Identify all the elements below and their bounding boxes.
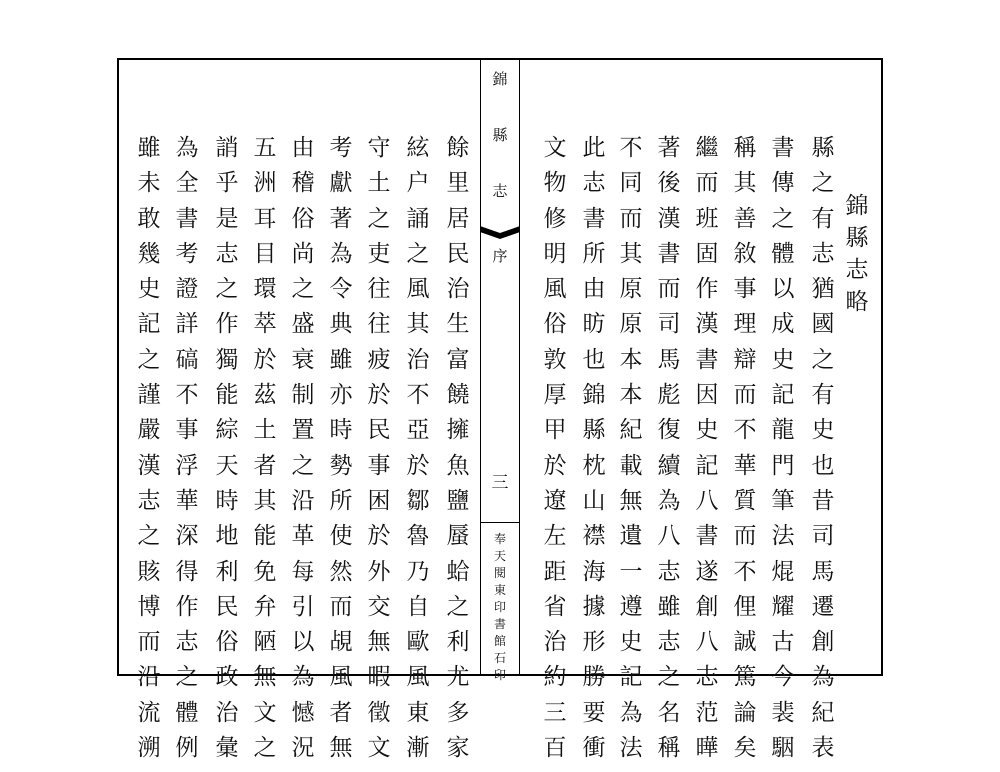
section-title: 錦 縣 志 略: [845, 193, 869, 315]
text-column: 絃 户 誦 之 風 其 治 不 亞 於 鄒 魯 乃 自 歐 風 東 漸: [406, 135, 430, 762]
section-label-wrap: [480, 245, 520, 266]
text-column: 守 土 之 吏 往 往 疲 於 民 事 困 於 外 交 無 暇 徵 文: [367, 135, 391, 762]
text-column: 繼 而 班 固 作 漢 書 因 史 記 八 書 遂 創 八 志 范 曄: [695, 135, 719, 762]
page-number: 三: [491, 473, 509, 493]
page-number-wrap: [480, 468, 520, 493]
text-column: 考 獻 著 為 令 典 雖 亦 時 勢 所 使 然 而 覘 風 者 無: [329, 135, 353, 762]
text-column: 雖 未 敢 幾 史 記 之 謹 嚴 漢 志 之 賅 博 而 沿 流 溯: [137, 135, 161, 762]
text-column: 著 後 漢 書 而 司 馬 彪 復 續 為 八 志 雖 志 之 名 稱: [657, 135, 681, 762]
printer-divider: [480, 522, 520, 523]
text-column: 五 洲 耳 目 環 萃 於 茲 土 者 其 能 免 弁 陋 無 文 之: [253, 135, 277, 762]
text-column: 為 全 書 考 證 詳 碻 不 事 浮 華 深 得 作 志 之 體 例: [175, 135, 199, 762]
section-label: 序: [492, 247, 508, 265]
text-column: 文 物 修 明 風 俗 敦 厚 甲 於 遼 左 距 省 治 約 三 百: [543, 135, 567, 762]
book-name: 錦 縣 志: [492, 70, 508, 200]
text-column: 餘 里 居 民 治 生 富 饒 擁 魚 鹽 蜃 蛤 之 利 尤 多 家: [446, 135, 470, 762]
center-column: [480, 72, 520, 240]
text-column: 縣 之 有 志 猶 國 之 有 史 也 昔 司 馬 遷 創 為 紀 表: [811, 135, 835, 762]
text-column: 誚 乎 是 志 之 作 獨 能 綜 天 時 地 利 民 俗 政 治 彙: [215, 135, 239, 762]
text-column: 書 傳 之 體 以 成 史 記 龍 門 筆 法 焜 耀 古 今 裴 駰: [771, 135, 795, 762]
text-column: 不 同 而 其 原 原 本 本 紀 載 無 遺 一 遵 史 記 為 法: [619, 135, 643, 762]
text-column: 此 志 書 所 由 昉 也 錦 縣 枕 山 襟 海 據 形 勝 要 衝: [582, 135, 606, 762]
text-column: 稱 其 善 敘 事 理 辯 而 不 華 質 而 不 俚 誠 篤 論 矣: [733, 135, 757, 762]
printer-imprint: 奉 天 閱 東 印 書 館 石 印: [493, 532, 506, 682]
text-column: 由 稽 俗 尚 之 盛 衰 制 置 之 沿 革 每 引 以 為 憾 況: [291, 135, 315, 762]
